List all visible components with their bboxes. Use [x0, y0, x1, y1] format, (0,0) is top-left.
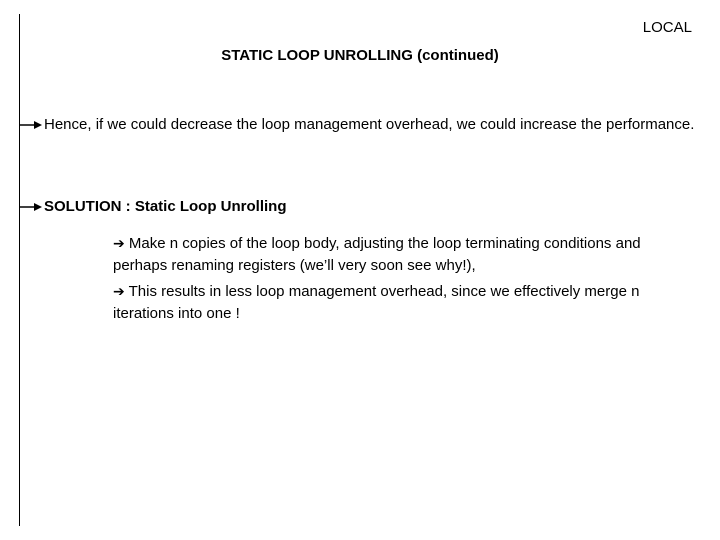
sub-point-1-text: Make n copies of the loop body, adjusting the loop terminating conditions and perhaps renaming registers (we’ll very soon see why!),	[113, 235, 641, 274]
right-arrow-icon: ➔	[113, 284, 125, 300]
right-arrow-icon: ➔	[113, 236, 125, 252]
left-margin-line	[19, 14, 20, 526]
sub-point-1	[113, 233, 688, 276]
sub-point-2	[113, 281, 688, 324]
slide-title: STATIC LOOP UNROLLING (continued)	[221, 47, 499, 64]
arrow-bullet-icon	[20, 120, 42, 130]
bullet-2-text: SOLUTION : Static Loop Unrolling	[44, 198, 287, 215]
corner-label: LOCAL	[642, 19, 692, 36]
sub-point-2-text: This results in less loop management overhead, since we effectively merge n iterations into one !	[113, 283, 640, 322]
bullet-1-text: Hence, if we could decrease the loop management overhead, we could increase the performance.	[44, 116, 695, 133]
arrow-bullet-icon	[20, 202, 42, 212]
